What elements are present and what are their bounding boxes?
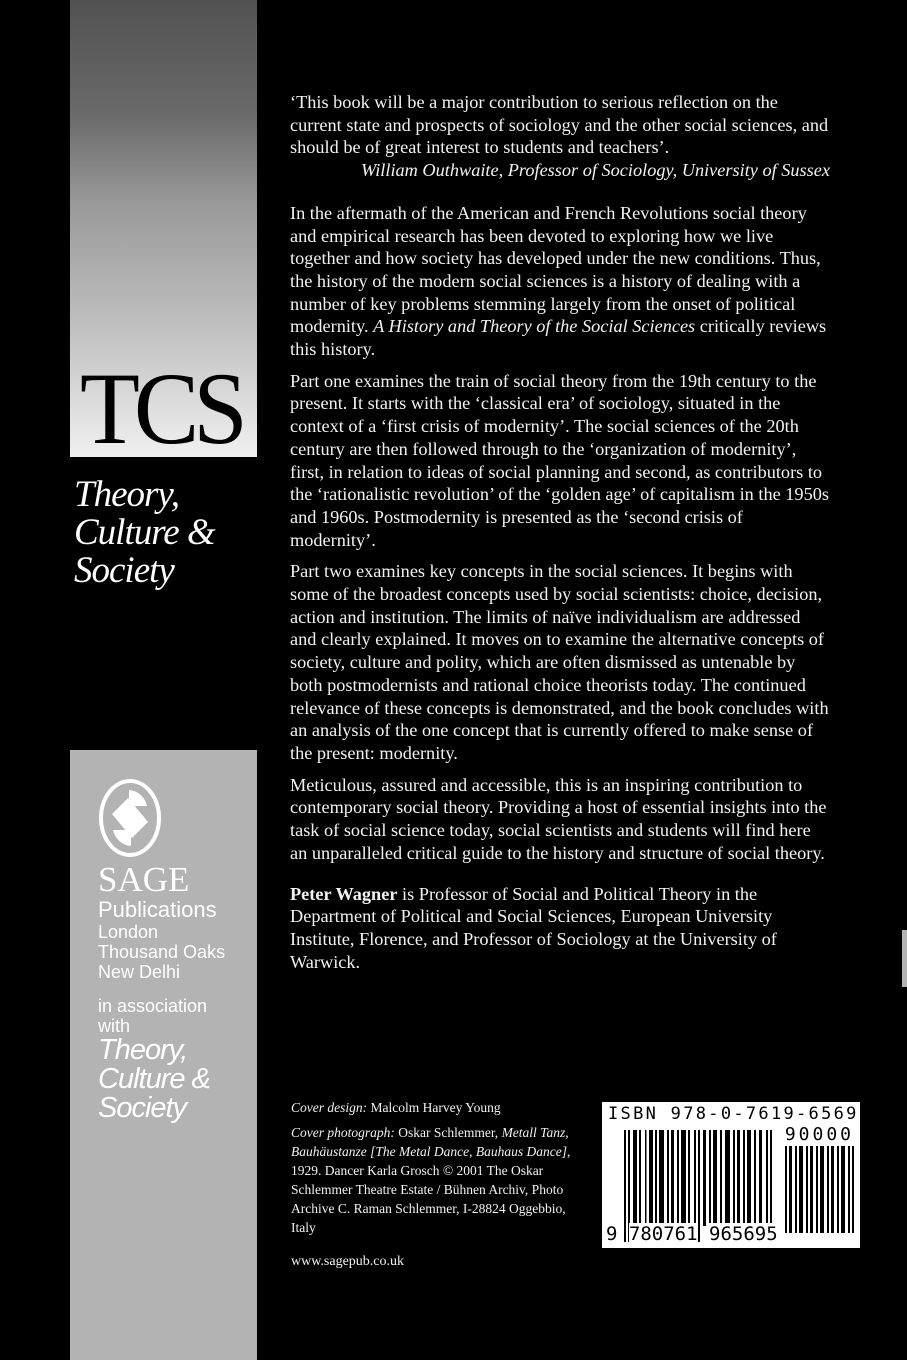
author-name: Peter Wagner [290, 883, 398, 904]
description-paragraph: Part one examines the train of social theory from the 19th century to the present. It starts with the ‘classical era’ of sociology, situated in the context of a ‘first crisis of modernity’. The social sciences of the 20th century are then followed through to the ‘organization of modernity’, first, in relation to ideas of social planning and second, as contributors to the ‘rationalistic revolution’ of the ‘golden age’ of capitalism in the 1950s and 1960s. Postmodernity is presented as the ‘second crisis of modernity’. [290, 370, 829, 550]
association-text: with [98, 1016, 131, 1036]
isbn-label: ISBN 978-0-7619-6569-5 [608, 1104, 884, 1124]
credit-label: Cover design: [291, 1100, 368, 1115]
addon-barcode-bars-icon [785, 1146, 855, 1233]
publisher-city: Thousand Oaks [98, 942, 226, 962]
publisher-website[interactable]: www.sagepub.co.uk [291, 1254, 405, 1269]
credit-value: Oskar Schlemmer, [394, 1125, 502, 1140]
cover-photo-credit [291, 1123, 591, 1237]
association-title-line: Society [98, 1092, 187, 1124]
quote-text: ‘This book will be a major contribution to serious reflection on the current state and prospects of sociology and the other social sciences, and should be of great interest to students and teachers’. [290, 92, 829, 158]
blurb-column [290, 91, 830, 973]
author-bio [290, 883, 830, 974]
association-text: in association [98, 996, 208, 1016]
association-title-line: Culture & [98, 1063, 210, 1095]
isbn-barcode [602, 1102, 884, 1248]
ean-group: 780761 [628, 1223, 698, 1245]
edge-mark [902, 930, 907, 987]
sage-logo-icon [98, 778, 162, 858]
cover-design-credit [291, 1098, 591, 1117]
credit-label: Cover photograph: [291, 1125, 395, 1140]
publisher-imprint: Publications [98, 897, 217, 922]
series-title-line: Society [74, 550, 174, 591]
book-title: A History and Theory of the Social Sciences [373, 316, 696, 337]
ean-number [606, 1223, 778, 1245]
series-title [74, 476, 215, 590]
publisher-city: London [98, 922, 159, 942]
association-title-line: Theory, [98, 1034, 188, 1066]
publisher-city: New Delhi [98, 962, 181, 982]
series-title-line: Theory, [74, 474, 180, 515]
tcs-logo: TCS [80, 352, 242, 467]
credit-value: , 1929. Dancer Karla Grosch © 2001 The Oskar Schlemmer Theatre Estate / Bühnen Archiv, Photo Archive C. Raman Schlemmer, I-28824 Oggebbio, Italy [291, 1144, 571, 1235]
ean-group: 965695 [709, 1223, 778, 1245]
credit-value: Malcolm Harvey Young [367, 1100, 501, 1115]
author-bio-text: is Professor of Social and Political Theory in the Department of Political and Social Sciences, European University Institute, Florence, and Professor of Sociology at the University of Warwick. [290, 883, 777, 972]
ean-digit: 9 [606, 1223, 618, 1245]
series-title-line: Culture & [74, 512, 215, 553]
description-paragraph [290, 202, 830, 361]
paragraph-text: In the aftermath of the American and French Revolutions social theory and empirical research has been devoted to exploring how we live together and how society has developed under the new conditions. Thus, the history of the modern social sciences is a history of dealing with a number of key problems stemming largely from the onset of political modernity. [290, 202, 821, 337]
quote-attribution: William Outhwaite, Professor of Sociology, University of Sussex [360, 160, 830, 181]
price-addon-number: 90000 [784, 1124, 854, 1145]
cover-credits [291, 1098, 591, 1243]
publisher-name: SAGE [98, 860, 190, 899]
paragraph-text: critically reviews this history. [290, 316, 827, 360]
endorsement-quote [290, 91, 830, 182]
description-paragraph: Part two examines key concepts in the social sciences. It begins with some of the broadest concepts used by social scientists: choice, decision, action and institution. The limits of naïve individualism are addressed and clearly explained. It moves on to examine the alternative concepts of society, culture and polity, which are often dismissed as untenable by both postmodernists and rational choice theorists today. The continued relevance of these concepts is demonstrated, and the book concludes with an analysis of the one concept that is currently offered to make sense of the present: modernity. [290, 561, 829, 763]
artwork-title: Metall Tanz, Bauhäustanze [The Metal Dance, Bauhaus Dance] [291, 1125, 569, 1159]
description-paragraph: Meticulous, assured and accessible, this is an inspiring contribution to contemporary social theory. Providing a host of essential insights into the task of social science today, social scientists and students will find here an unparalleled critical guide to the history and structure of social theory. [290, 774, 827, 863]
publisher-block [98, 862, 225, 1123]
